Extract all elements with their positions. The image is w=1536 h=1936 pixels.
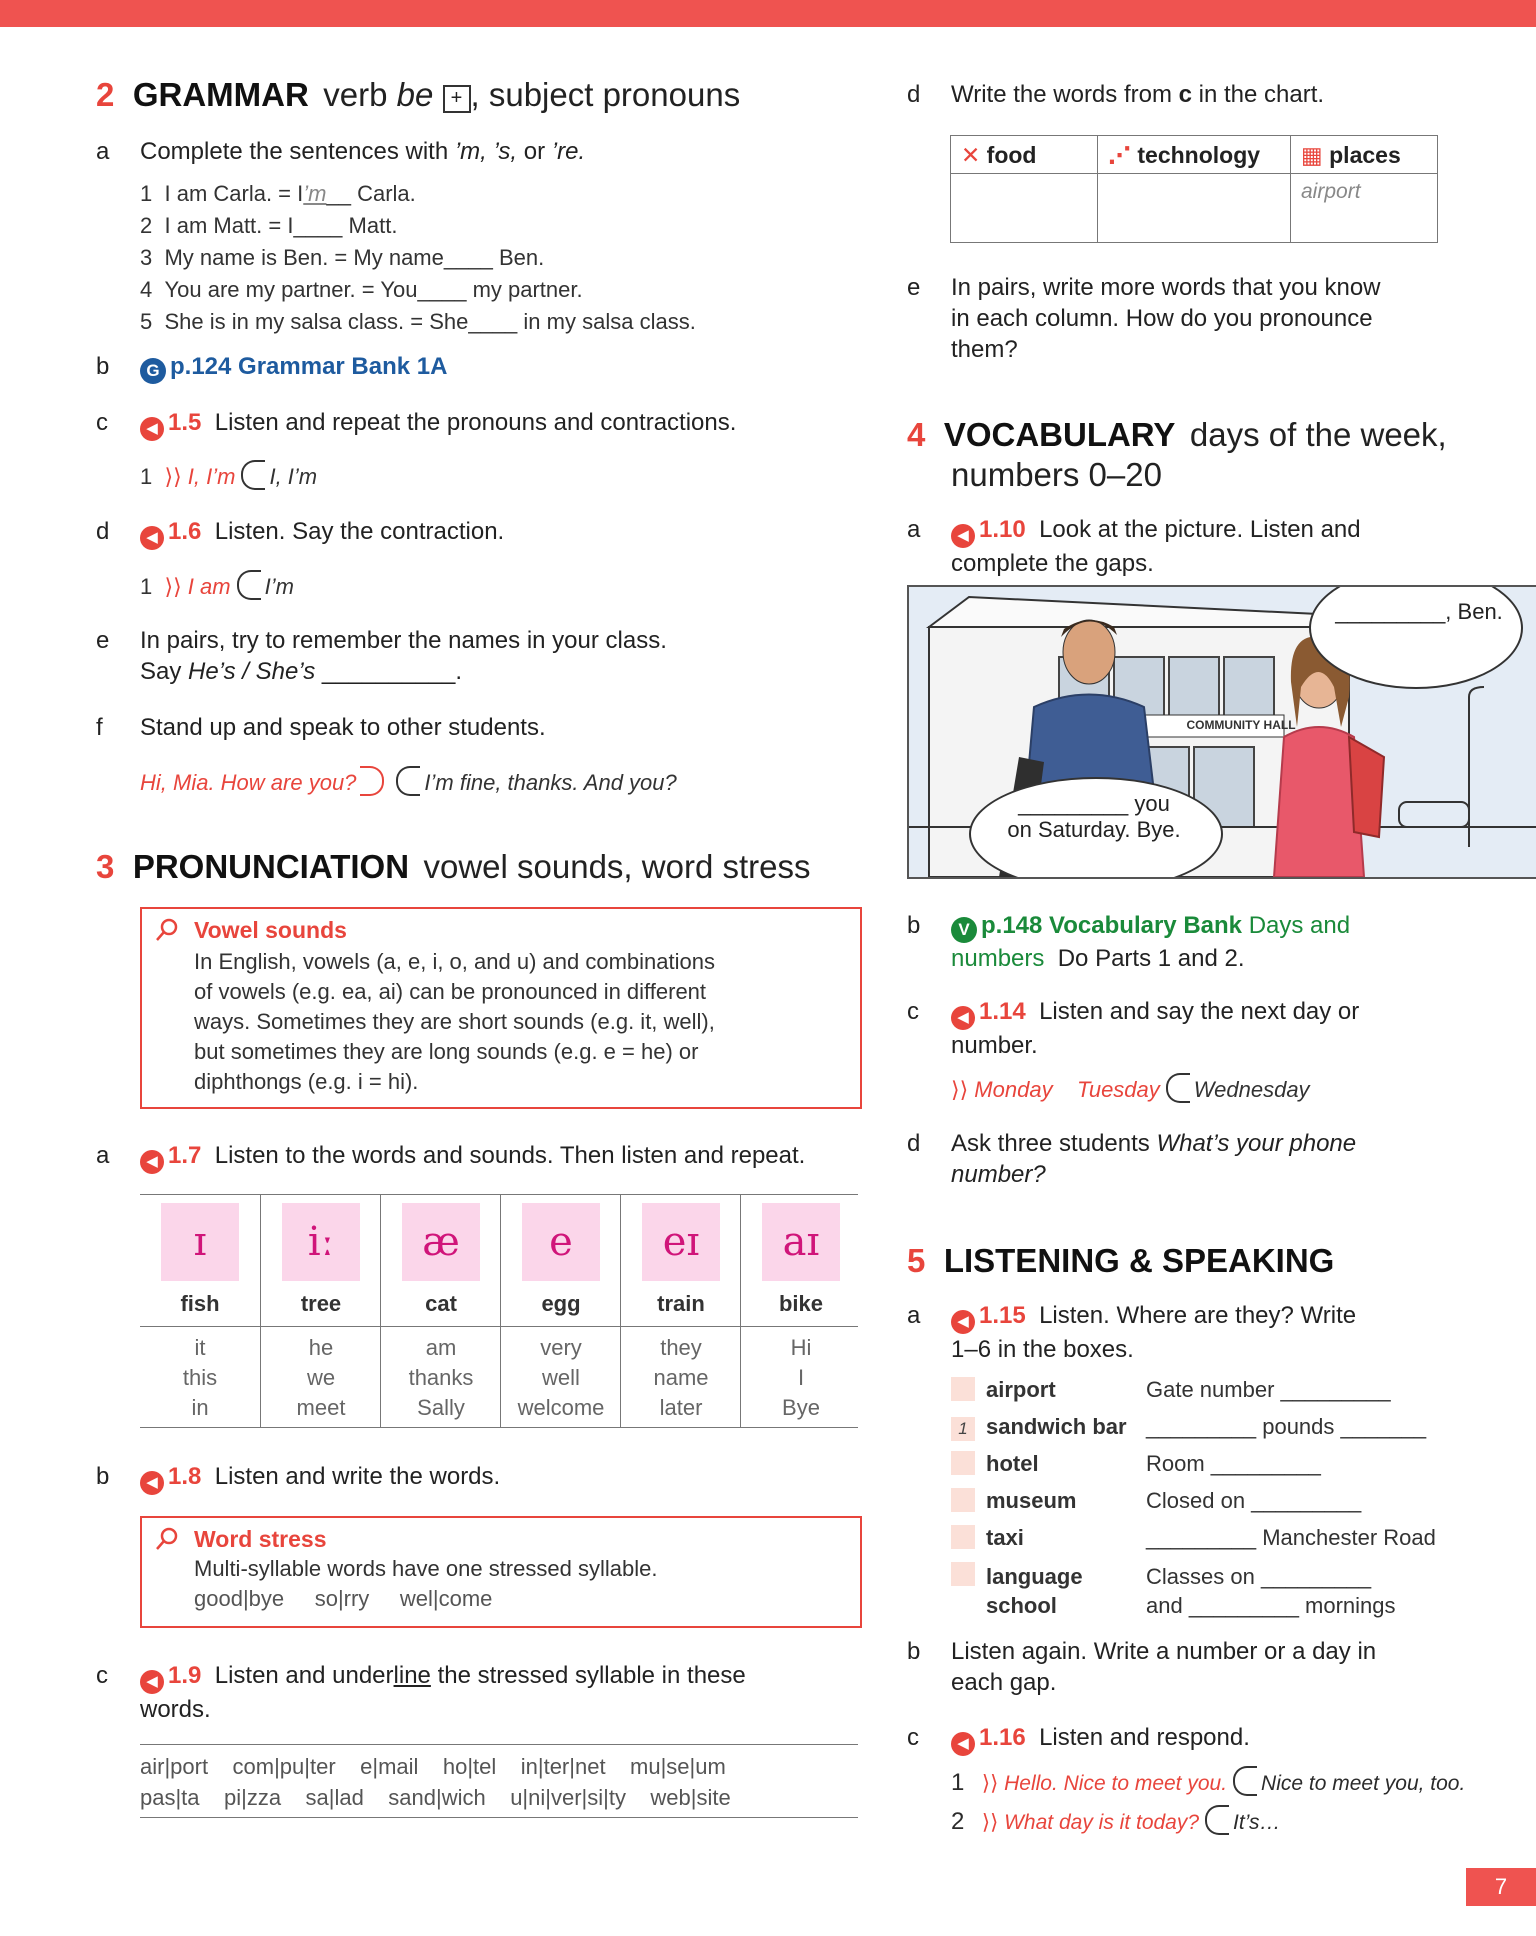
box-text: In English, vowels (a, e, i, o, and u) and combinations of vowels (e.g. ea, ai) can be pronounced in different ways. Sometimes they are short sounds (e.g. it, well), but sometimes they are long sounds (e.g. e = he) or diphthongs (e.g. i = hi). <box>194 949 715 1094</box>
dialogue-line: 2 ⟩⟩ What day is it today? It’s… <box>951 1803 1465 1842</box>
section-subtitle: vowel sounds, word stress <box>423 848 811 885</box>
section-title: PRONUNCIATION <box>132 848 410 885</box>
dialogue-line: 1 ⟩⟩ Hello. Nice to meet you. Nice to meet you, too. <box>951 1764 1465 1803</box>
section-subtitle: verb be + , subject pronouns <box>323 76 741 113</box>
sound-column-bike: aɪ bike Hi I Bye <box>740 1195 859 1427</box>
section-title: LISTENING & SPEAKING <box>943 1242 1335 1279</box>
audio-icon[interactable]: ◀ <box>140 526 164 550</box>
answer-box[interactable] <box>951 1525 975 1549</box>
sound-column-cat: æ cat am thanks Sally <box>380 1195 501 1427</box>
community-hall-picture <box>907 585 1536 879</box>
speech-bubble-bottom-text: _________ you on Saturday. Bye. <box>1007 791 1181 842</box>
grammar-bank-icon: G <box>140 358 166 384</box>
audio-wave-icon: ⟩⟩ <box>981 1772 999 1795</box>
audio-icon[interactable]: ◀ <box>140 1150 164 1174</box>
audio-wave-icon: ⟩⟩ <box>951 1077 969 1102</box>
example-5c <box>951 1764 1465 1842</box>
place-row: language school Classes on _________ and _________ mornings <box>951 1562 975 1592</box>
audio-icon[interactable]: ◀ <box>951 1732 975 1756</box>
place-row: hotel Room _________ <box>951 1451 975 1481</box>
exercise-4b: b V p.148 Vocabulary Bank Days and numbers Do Parts 1 and 2. <box>907 910 920 941</box>
section-5-heading <box>907 1242 1334 1280</box>
speech-bubble-icon <box>1233 1766 1257 1796</box>
exercise-2b: b G p.124 Grammar Bank 1A <box>96 351 109 382</box>
place-row: museum Closed on _________ <box>951 1488 975 1518</box>
chart-header-food: ✕ food <box>951 136 1097 174</box>
audio-icon[interactable]: ◀ <box>951 524 975 548</box>
sound-column-tree: iː tree he we meet <box>260 1195 381 1427</box>
place-row: 1 sandwich bar _________ pounds _______ <box>951 1414 975 1441</box>
community-hall-sign: COMMUNITY HALL <box>1186 718 1296 732</box>
speech-bubble-icon <box>237 570 261 600</box>
section-2-heading <box>96 76 740 114</box>
egg-sound-icon: e <box>522 1203 600 1281</box>
sound-words-table <box>140 1194 858 1428</box>
audio-wave-icon: ⟩⟩ <box>981 1811 999 1834</box>
stress-word-list: air|port com|pu|ter e|mail ho|tel in|ter|net mu|se|um pas|ta pi|zza sa|lad sand|wich u|ni|ver|si|ty web|site <box>140 1744 858 1818</box>
section-3-heading <box>96 848 810 886</box>
vocabulary-bank-icon: V <box>951 917 977 943</box>
answer-box[interactable] <box>951 1451 975 1475</box>
page-number: 7 <box>1466 1868 1536 1906</box>
vowel-sounds-box <box>140 907 862 1109</box>
cat-sound-icon: æ <box>402 1203 480 1281</box>
example-2c: 1 ⟩⟩ I, I’m I, I’m <box>140 460 317 490</box>
speech-bubble-icon <box>360 766 384 796</box>
section-subtitle: days of the week, <box>1189 416 1447 453</box>
exercise-3b: b ◀ 1.8 Listen and write the words. <box>96 1461 109 1492</box>
audio-icon[interactable]: ◀ <box>140 1670 164 1694</box>
box-title: Word stress <box>194 1526 327 1552</box>
section-number: 2 <box>96 76 115 113</box>
place-row: taxi _________ Manchester Road <box>951 1525 975 1555</box>
exercise-4d: d Ask three students What’s your phone number? <box>907 1130 1357 1188</box>
exercise-2e: e In pairs, try to remember the names in your class. Say He’s / She’s __________. <box>96 627 667 685</box>
exercise-5a: a ◀ 1.15 Listen. Where are they? Write 1–6 in the boxes. <box>907 1302 1357 1363</box>
exercise-5b: b Listen again. Write a number or a day in each gap. <box>907 1638 1377 1696</box>
sentence-item: 1 I am Carla. = I’m__ Carla. <box>140 181 416 206</box>
audio-icon[interactable]: ◀ <box>140 417 164 441</box>
section-number: 5 <box>907 1242 926 1279</box>
audio-wave-icon: ⟩⟩ <box>164 574 182 599</box>
top-color-bar <box>0 0 1536 27</box>
speech-bubble-icon <box>241 460 265 490</box>
fish-sound-icon: ɪ <box>161 1203 239 1281</box>
exercise-4c: c ◀ 1.14 Listen and say the next day or number. <box>907 998 1360 1059</box>
tree-sound-icon: iː <box>282 1203 360 1281</box>
train-sound-icon: eɪ <box>642 1203 720 1281</box>
chart-header-technology: ⋰ technology <box>1098 136 1290 174</box>
exercise-3e: e In pairs, write more words that you know in each column. How do you pronounce them? <box>907 274 1381 363</box>
audio-wave-icon: ⟩⟩ <box>164 464 182 489</box>
answer-box[interactable] <box>951 1377 975 1401</box>
plus-box-icon: + <box>443 85 471 113</box>
sound-column-egg: e egg very well welcome <box>500 1195 621 1427</box>
fork-knife-icon: ✕ <box>961 142 981 168</box>
section-subtitle-line2: numbers 0–20 <box>951 456 1162 493</box>
sentence-item: 4 You are my partner. = You____ my partner. <box>140 277 583 302</box>
answer-box[interactable] <box>951 1488 975 1512</box>
sentence-item: 2 I am Matt. = I____ Matt. <box>140 213 398 238</box>
speech-bubble-top-text: _________, Ben. <box>1335 599 1503 624</box>
building-icon: ▦ <box>1301 142 1323 168</box>
exercise-5c: c ◀ 1.16 Listen and respond. <box>907 1722 919 1753</box>
exercise-2a: a Complete the sentences with ’m, ’s, or ’re. <box>96 138 586 165</box>
section-number: 3 <box>96 848 115 885</box>
chart-header-places: ▦ places <box>1291 136 1437 174</box>
sound-column-train: eɪ train they name later <box>620 1195 741 1427</box>
vocabulary-bank-link[interactable]: V p.148 Vocabulary Bank Days and <box>951 910 1511 943</box>
section-title: VOCABULARY <box>943 416 1176 453</box>
exercise-2d: d ◀ 1.6 Listen. Say the contraction. <box>96 516 109 547</box>
bike-sound-icon: aɪ <box>762 1203 840 1281</box>
word-chart <box>950 135 1438 243</box>
stress-examples: good|bye so|rry wel|come <box>194 1586 493 1611</box>
example-2f: Hi, Mia. How are you? I’m fine, thanks. And you? <box>140 766 677 796</box>
example-2d: 1 ⟩⟩ I am I’m <box>140 570 294 600</box>
speech-bubble-icon <box>1205 1805 1229 1835</box>
section-title: GRAMMAR <box>132 76 309 113</box>
magnifier-icon <box>154 1526 180 1557</box>
grammar-bank-link[interactable]: G p.124 Grammar Bank 1A <box>140 351 447 384</box>
sentence-item: 3 My name is Ben. = My name____ Ben. <box>140 245 545 270</box>
audio-icon[interactable]: ◀ <box>951 1310 975 1334</box>
place-row: airport Gate number _________ <box>951 1377 975 1407</box>
box-text: Multi-syllable words have one stressed syllable. <box>194 1556 658 1581</box>
exercise-4a: a ◀ 1.10 Look at the picture. Listen and complete the gaps. <box>907 516 1361 577</box>
exercise-2c: c ◀ 1.5 Listen and repeat the pronouns and contractions. <box>96 407 108 438</box>
speech-bubble-icon <box>1166 1073 1190 1103</box>
audio-icon[interactable]: ◀ <box>140 1471 164 1495</box>
section-4-heading <box>907 416 1447 454</box>
section-number: 4 <box>907 416 926 453</box>
exercise-3c: c ◀ 1.9 Listen and underline the stressed syllable in these words. <box>96 1662 746 1723</box>
speech-bubble-icon <box>396 766 420 796</box>
exercise-2f: f Stand up and speak to other students. <box>96 714 546 741</box>
magnifier-icon <box>154 917 180 948</box>
box-title: Vowel sounds <box>194 917 347 943</box>
exercise-3d: d Write the words from c in the chart. <box>907 81 1325 108</box>
audio-icon[interactable]: ◀ <box>951 1006 975 1030</box>
answer-box[interactable] <box>951 1562 975 1586</box>
example-4c: ⟩⟩ Monday Tuesday Wednesday <box>951 1073 1310 1103</box>
sentence-item: 5 She is in my salsa class. = She____ in my salsa class. <box>140 309 696 334</box>
sound-column-fish: ɪ fish it this in <box>140 1195 260 1427</box>
answer-box[interactable]: 1 <box>951 1417 975 1441</box>
chart-example: airport <box>1301 180 1361 203</box>
sentence-list <box>140 178 696 338</box>
word-stress-box <box>140 1516 862 1628</box>
exercise-3a: a ◀ 1.7 Listen to the words and sounds. Then listen and repeat. <box>96 1140 109 1171</box>
wifi-icon: ⋰ <box>1108 142 1131 168</box>
